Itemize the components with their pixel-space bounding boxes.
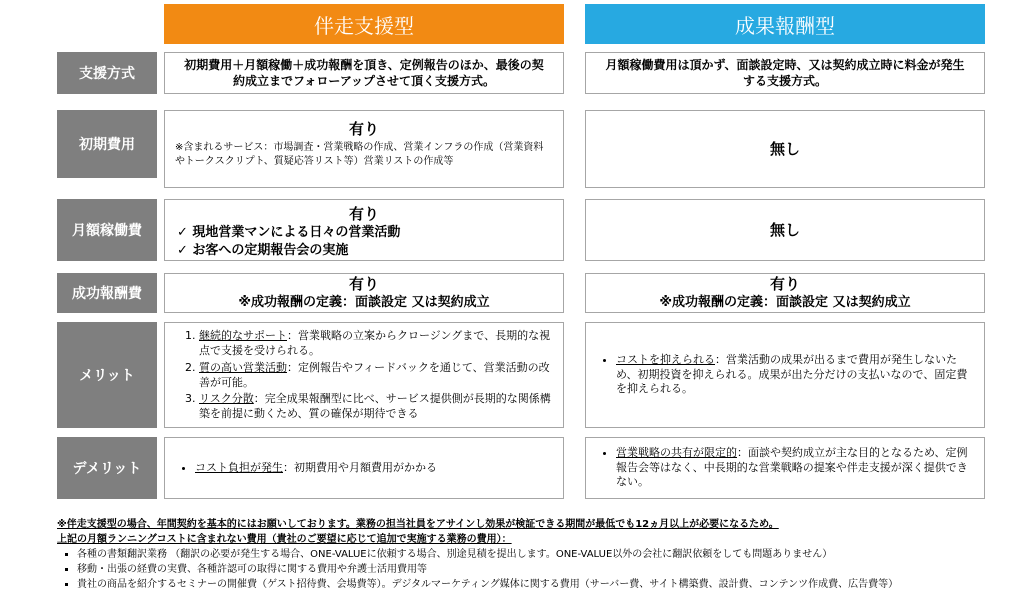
- list-item: 3. リスク分散：完全成果報酬型に比べ、サービス提供側が長期的な関係構築を前提に動くため、質の確保が期待できる: [199, 392, 551, 422]
- demerit-performance-cell: [585, 437, 985, 499]
- merit-performance-list: [586, 353, 984, 398]
- initial-performance-value: 無し: [769, 139, 800, 158]
- demerit-support-cell: [164, 437, 564, 499]
- header-support-type: 伴走支援型: [164, 4, 564, 44]
- success-support-title: 有り: [348, 275, 379, 294]
- merit-support-list: [165, 329, 563, 422]
- list-item: 1. 継続的なサポート：営業戦略の立案からクロージングまで、長期的な視点で支援を受けられる。: [199, 329, 551, 359]
- list-item: ▪ 貴社の商品を紹介するセミナーの開催費（ゲスト招待費、会場費等）。デジタルマーケティング媒体に関する費用（サーバー費、サイト構築費、設計費、コンテンツ作成費、広告費等）: [77, 577, 1017, 592]
- note-annual-contract: ※伴走支援型の場合、年間契約を基本的にはお願いしております。業務の担当社員をアサインし効果が検証できる期間が最低でも12ヵ月以上が必要になるため。: [57, 519, 779, 530]
- header-performance-type: 成果報酬型: [585, 4, 985, 44]
- list-item: • コストを抑えられる：営業活動の成果が出るまで費用が発生しないため、初期投資を抑えられる。成果が出た分だけの支払いなので、固定費を抑えられる。: [616, 353, 972, 398]
- success-support-note: ※成功報酬の定義：面談設定 又は契約成立: [238, 295, 490, 311]
- monthly-check-1: ✓ 現地営業マンによる日々の営業活動: [177, 225, 401, 241]
- initial-support-title: 有り: [348, 120, 379, 138]
- success-performance-note: ※成功報酬の定義：面談設定 又は契約成立: [659, 295, 911, 311]
- row-label-success: 成功報酬費: [57, 273, 157, 313]
- monthly-performance-cell: [585, 199, 985, 261]
- method-support-text: 初期費用＋月額稼働＋成功報酬を頂き、定例報告のほか、最後の契約成立までフォローアップさせて頂く支援方式。: [164, 52, 564, 94]
- merit-performance-cell: [585, 322, 985, 428]
- list-item: ▪ 各種の書類翻訳業務 （翻訳の必要が発生する場合、ONE-VALUEに依頼する場合、別途見積を提出します。ONE-VALUE以外の会社に翻訳依頼をしても問題ありません）: [77, 547, 1017, 562]
- merit-support-cell: [164, 322, 564, 428]
- row-label-method: 支援方式: [57, 52, 157, 94]
- initial-support-cell: [164, 110, 564, 188]
- list-item: 2. 質の高い営業活動：定例報告やフィードバックを通じて、営業活動の改善が可能。: [199, 361, 551, 391]
- monthly-support-cell: [164, 199, 564, 261]
- success-performance-cell: [585, 273, 985, 313]
- footnotes: [57, 517, 1017, 592]
- note-excluded-costs-title: 上記の月額ランニングコストに含まれない費用（貴社のご要望に応じて追加で実施する業務の費用）：: [57, 534, 512, 545]
- note-excluded-costs-list: [57, 547, 1017, 592]
- row-label-monthly: 月額稼働費: [57, 199, 157, 261]
- initial-performance-cell: [585, 110, 985, 188]
- initial-support-note: ※含まれるサービス：市場調査・営業戦略の作成、営業インフラの作成（営業資料やトークスクリプト、質疑応答リスト等）営業リストの作成等: [175, 142, 544, 167]
- row-label-initial: 初期費用: [57, 110, 157, 178]
- monthly-performance-value: 無し: [769, 220, 800, 239]
- list-item: • 営業戦略の共有が限定的：面談や契約成立が主な目的となるため、定例報告会等はなく、中長期的な営業戦略の提案や伴走支援が深く提供できない。: [616, 446, 972, 491]
- monthly-support-title: 有り: [348, 205, 379, 223]
- success-support-cell: [164, 273, 564, 313]
- method-performance-text: 月額稼働費用は頂かず、面談設定時、又は契約成立時に料金が発生する支援方式。: [585, 52, 985, 94]
- demerit-support-list: [165, 461, 449, 476]
- demerit-performance-list: [586, 446, 984, 491]
- monthly-check-2: ✓ お客への定期報告会の実施: [177, 243, 349, 259]
- list-item: ▪ 移動・出張の経費の実費、各種許認可の取得に関する費用や弁護士活用費用等: [77, 562, 1017, 577]
- success-performance-title: 有り: [769, 275, 800, 294]
- list-item: • コスト負担が発生：初期費用や月額費用がかかる: [195, 461, 437, 476]
- row-label-demerit: デメリット: [57, 437, 157, 499]
- row-label-merit: メリット: [57, 322, 157, 428]
